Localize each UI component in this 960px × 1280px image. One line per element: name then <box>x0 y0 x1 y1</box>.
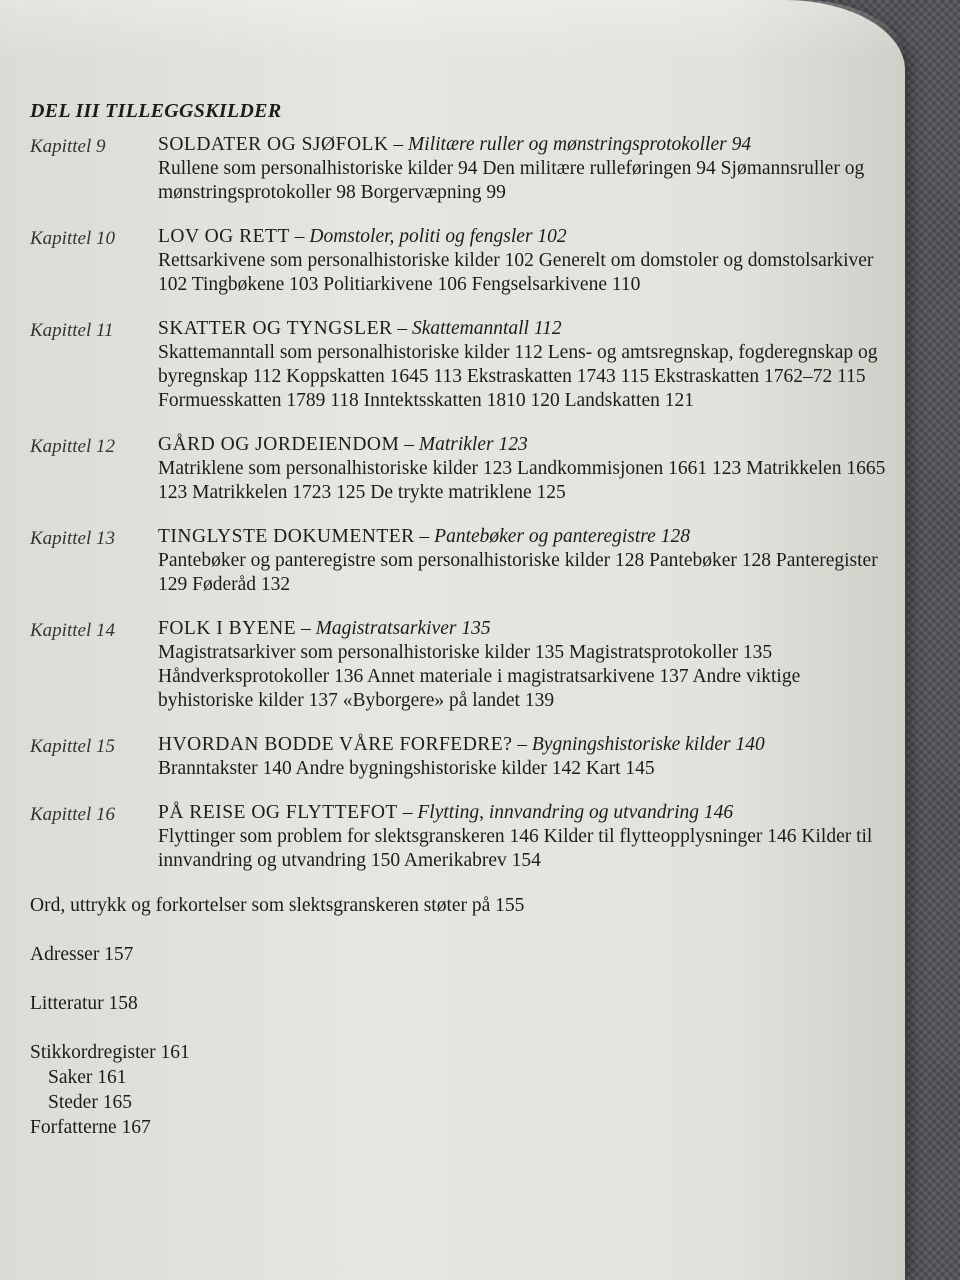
toc-entry-ord: Ord, uttrykk og forkortelser som slektsgranskeren støter på 155 <box>30 895 525 916</box>
chapter-contents: Rettsarkivene som personalhistoriske kilder 102 Generelt om domstoler og domstolsarkiver 102 Tingbøkene 103 Politiarkivene 106 Fengselsarkivene 110 <box>158 250 874 295</box>
chapter-label: Kapittel 15 <box>30 736 115 757</box>
toc-entry-steder: Steder 165 <box>48 1092 132 1113</box>
chapter-title: FOLK I BYENE – Magistratsarkiver 135 <box>158 618 491 639</box>
toc-chapter-16 <box>30 801 900 873</box>
toc-chapter-9 <box>30 133 900 205</box>
chapter-label: Kapittel 16 <box>30 804 115 825</box>
chapter-title: GÅRD OG JORDEIENDOM – Matrikler 123 <box>158 434 528 455</box>
chapter-label: Kapittel 12 <box>30 436 115 457</box>
toc-entry-adresser: Adresser 157 <box>30 944 134 965</box>
chapter-label: Kapittel 11 <box>30 320 114 341</box>
toc-entry-forfatterne: Forfatterne 167 <box>30 1117 151 1138</box>
chapter-contents: Rullene som personalhistoriske kilder 94 Den militære rulleføringen 94 Sjømannsruller og mønstringsprotokoller 98 Borgervæpning 99 <box>158 158 865 203</box>
chapter-contents: Branntakster 140 Andre bygningshistoriske kilder 142 Kart 145 <box>158 758 655 779</box>
toc-chapter-10 <box>30 225 900 297</box>
toc-chapter-12 <box>30 433 900 505</box>
chapter-label: Kapittel 13 <box>30 528 115 549</box>
chapter-label: Kapittel 9 <box>30 136 106 157</box>
toc-entry-litteratur: Litteratur 158 <box>30 993 138 1014</box>
toc-chapter-13 <box>30 525 900 597</box>
chapter-title: LOV OG RETT – Domstoler, politi og fengsler 102 <box>158 226 567 247</box>
part-heading: DEL III TILLEGGSKILDER <box>30 100 282 122</box>
toc-chapter-14 <box>30 617 900 713</box>
chapter-label: Kapittel 14 <box>30 620 115 641</box>
chapter-contents: Matriklene som personalhistoriske kilder 123 Landkommisjonen 1661 123 Matrikkelen 1665 123 Matrikkelen 1723 125 De trykte matriklene 125 <box>158 458 886 503</box>
chapter-contents: Pantebøker og panteregistre som personalhistoriske kilder 128 Pantebøker 128 Panteregister 129 Føderåd 132 <box>158 550 878 595</box>
chapter-contents: Magistratsarkiver som personalhistoriske kilder 135 Magistratsprotokoller 135 Håndverksprotokoller 136 Annet materiale i magistratsarkivene 137 Andre viktige byhistoriske kilder 137 «Byborgere» på landet 139 <box>158 642 801 711</box>
toc-chapter-15 <box>30 733 900 781</box>
toc-entry-stikkordregister: Stikkordregister 161 <box>30 1042 190 1063</box>
toc-chapter-11 <box>30 317 900 413</box>
chapter-title: HVORDAN BODDE VÅRE FORFEDRE? – Bygningshistoriske kilder 140 <box>158 734 765 755</box>
chapter-contents: Flyttinger som problem for slektsgranskeren 146 Kilder til flytteopplysninger 146 Kilder til innvandring og utvandring 150 Amerikabrev 154 <box>158 826 873 871</box>
chapter-title: SOLDATER OG SJØFOLK – Militære ruller og mønstringsprotokoller 94 <box>158 134 752 155</box>
chapter-label: Kapittel 10 <box>30 228 115 249</box>
chapter-title: PÅ REISE OG FLYTTEFOT – Flytting, innvandring og utvandring 146 <box>158 802 734 823</box>
back-matter <box>30 893 900 1140</box>
chapter-contents: Skattemanntall som personalhistoriske kilder 112 Lens- og amtsregnskap, fogderegnskap og byregnskap 112 Koppskatten 1645 113 Ekstraskatten 1743 115 Ekstraskatten 1762–72 115 Formuesskatten 1789 118 Inntektsskatten 1810 120 Landskatten 121 <box>158 342 878 411</box>
chapter-title: TINGLYSTE DOKUMENTER – Pantebøker og panteregistre 128 <box>158 526 690 547</box>
table-of-contents <box>30 100 900 1140</box>
chapter-title: SKATTER OG TYNGSLER – Skattemanntall 112 <box>158 318 562 339</box>
toc-entry-saker: Saker 161 <box>48 1067 127 1088</box>
